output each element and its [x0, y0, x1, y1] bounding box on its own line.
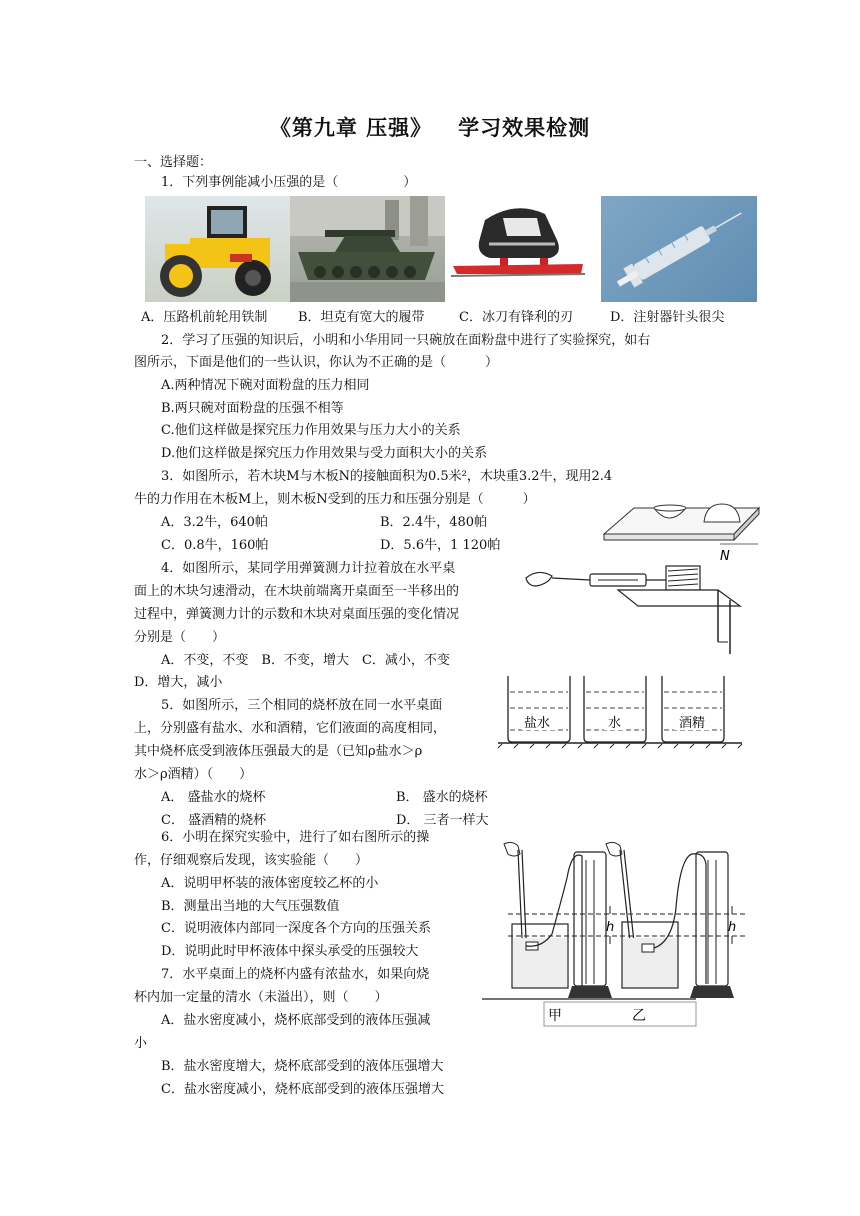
h-label-right: h	[728, 920, 737, 935]
q4-line4: 分别是（ ）	[134, 630, 226, 645]
section-heading: 一、选择题：	[134, 155, 213, 170]
q6-line2: 作，仔细观察后发现，该实验能（ ）	[134, 853, 369, 868]
q2-option-d: D.他们这样做是探究压力作用效果与受力面积大小的关系	[161, 446, 488, 461]
q6-option-c: C．说明液体内部同一深度各个方向的压强关系	[161, 921, 431, 936]
q5-line2: 上，分别盛有盐水、水和酒精，它们液面的高度相同，	[134, 721, 447, 736]
q7-option-b: B．盐水密度增大，烧杯底部受到的液体压强增大	[161, 1059, 444, 1074]
q1-caption-c: C．冰刀有锋利的刃	[459, 310, 573, 325]
beaker-label-water: 水	[608, 716, 622, 731]
q2-line2: 图所示，下面是他们的一些认识，你认为不正确的是（ ）	[134, 355, 499, 370]
q3-line1: 3．如图所示，若木块M与木板N的接触面积为0.5米²，木块重3.2牛，现用2.4	[161, 469, 613, 484]
q1-caption-d: D．注射器针头很尖	[610, 310, 725, 325]
q6-option-d: D．说明此时甲杯液体中探头承受的压强较大	[161, 944, 419, 959]
q7-option-a-line1: A．盐水密度减小，烧杯底部受到的液体压强减	[161, 1013, 431, 1028]
q3-option-a: A．3.2牛，640帕	[161, 515, 268, 530]
q2-line1: 2．学习了压强的知识后，小明和小华用同一只碗放在面粉盘中进行了实验探究，如右	[161, 333, 651, 348]
q3-option-d: D．5.6牛，1 120帕	[380, 538, 501, 553]
q1-caption-a: A．压路机前轮用铁制	[141, 310, 268, 325]
q7-option-c: C．盐水密度减小，烧杯底部受到的液体压强增大	[161, 1082, 444, 1097]
q4-line2: 面上的木块匀速滑动，在木块前端离开桌面至一半移出的	[134, 584, 460, 599]
q4-line3: 过程中，弹簧测力计的示数和木块对桌面压强的变化情况	[134, 607, 460, 622]
tank-photo	[290, 196, 445, 302]
syringe-photo	[601, 196, 757, 302]
q7-line1: 7．水平桌面上的烧杯内盛有浓盐水，如果向烧	[161, 967, 430, 982]
title-sub: 学习效果检测	[458, 116, 591, 140]
h-label-left: h	[606, 920, 615, 935]
q3-line2: 牛的力作用在木板M上，则木板N受到的压力和压强分别是（ ）	[134, 492, 536, 507]
fig-label-n: N	[720, 549, 730, 564]
fig-label-yi: 乙	[632, 1008, 646, 1024]
q3-option-c: C．0.8牛，160帕	[161, 538, 269, 553]
q2-option-c: C.他们这样做是探究压力作用效果与压力大小的关系	[161, 423, 461, 438]
q5-option-c: C． 盛酒精的烧杯	[161, 813, 267, 828]
q5-option-d: D． 三者一样大	[396, 813, 489, 828]
q4-line1: 4．如图所示，某同学用弹簧测力计拉着放在水平桌	[161, 561, 456, 576]
ice-skate-photo	[445, 196, 590, 302]
q2-option-b: B.两只碗对面粉盘的压强不相等	[161, 401, 344, 416]
page-title	[0, 112, 860, 142]
q6-line1: 6．小明在探究实验中，进行了如右图所示的操	[161, 830, 430, 845]
q3-option-b: B．2.4牛，480帕	[380, 515, 488, 530]
spring-scale-figure	[518, 558, 748, 658]
q1-stem: 1．下列事例能减小压强的是（ ）	[161, 175, 417, 190]
beaker-label-salt-water: 盐水	[524, 716, 551, 731]
q4-options-line1: A．不变，不变 B．不变，增大 C．减小，不变	[161, 653, 450, 668]
pressure-gauge-figure	[482, 838, 752, 1028]
q5-option-a: A． 盛盐水的烧杯	[161, 790, 266, 805]
q5-line4: 水＞ρ酒精）（ ）	[134, 767, 253, 782]
road-roller-photo	[145, 196, 290, 302]
three-beakers-figure	[498, 668, 746, 748]
title-main: 《第九章 压强》	[269, 116, 433, 140]
beaker-label-alcohol: 酒精	[679, 716, 706, 731]
q6-option-a: A．说明甲杯装的液体密度较乙杯的小	[161, 876, 379, 891]
q7-option-a-line2: 小	[134, 1036, 148, 1051]
fig-label-jia: 甲	[548, 1008, 562, 1024]
q6-option-b: B．测量出当地的大气压强数值	[161, 899, 340, 914]
q2-option-a: A.两种情况下碗对面粉盘的压力相同	[161, 378, 370, 393]
q5-option-b: B． 盛水的烧杯	[396, 790, 488, 805]
q5-line1: 5．如图所示，三个相同的烧杯放在同一水平桌面	[161, 698, 443, 713]
q1-caption-b: B．坦克有宽大的履带	[298, 310, 425, 325]
q5-line3: 其中烧杯底受到液体压强最大的是（已知ρ盐水＞ρ	[134, 744, 423, 759]
q4-options-line2: D．增大，减小	[134, 675, 223, 690]
bowls-on-flour-figure	[594, 494, 764, 564]
q7-line2: 杯内加一定量的清水（未溢出），则（ ）	[134, 990, 388, 1005]
